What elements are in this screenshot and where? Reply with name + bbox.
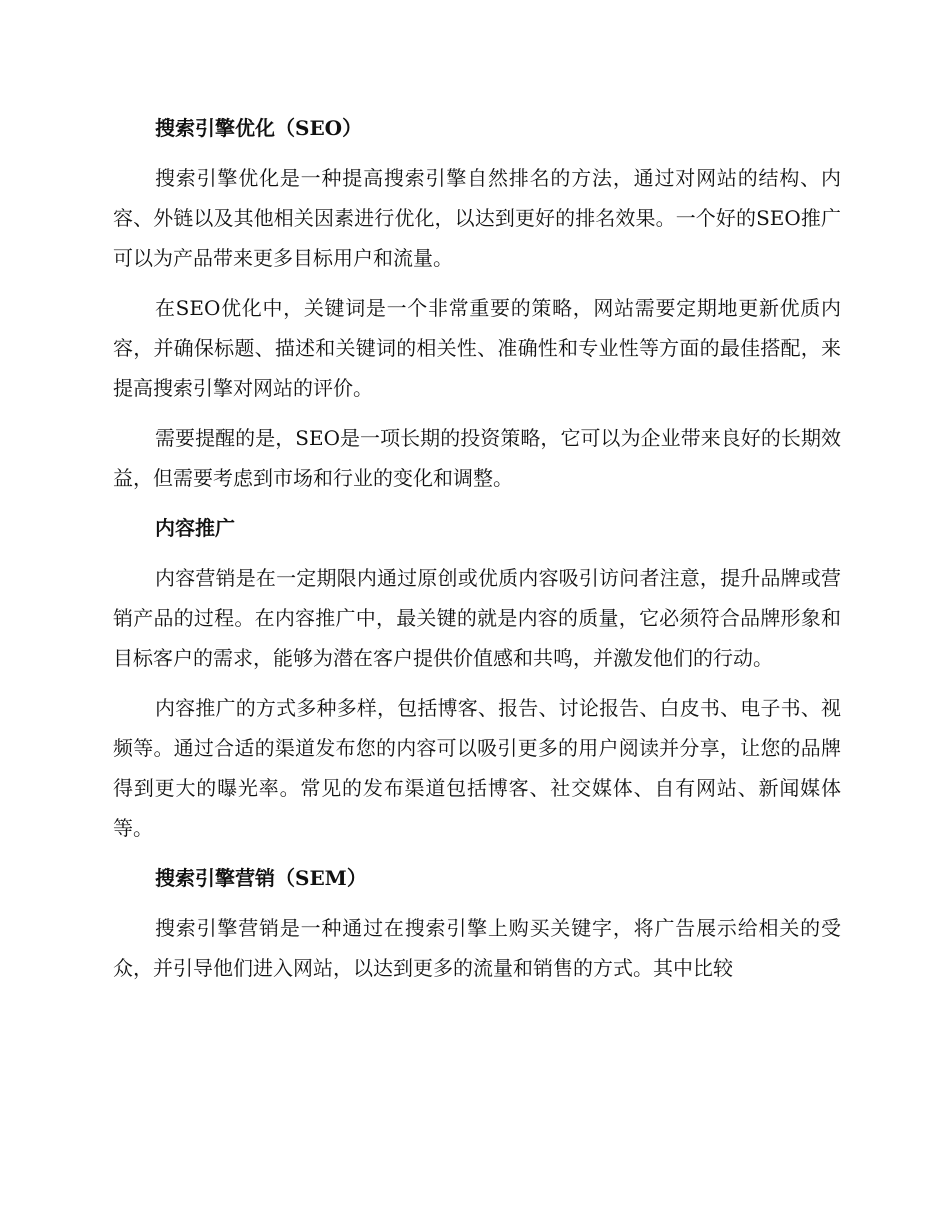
section-heading-sem: 搜索引擎营销（SEM） xyxy=(155,866,367,890)
seo-paragraph-1: 搜索引擎优化是一种提高搜索引擎自然排名的方法，通过对网站的结构、内容、外链以及其他相关因素进行优化，以达到更好的排名效果。一个好的SEO推广可以为产品带来更多目标用户和流量。 xyxy=(113,166,841,270)
seo-paragraph-3: 需要提醒的是，SEO是一项长期的投资策略，它可以为企业带来良好的长期效益，但需要考虑到市场和行业的变化和调整。 xyxy=(113,426,841,490)
section-heading-seo: 搜索引擎优化（SEO） xyxy=(155,116,363,140)
document-body xyxy=(113,108,841,998)
seo-paragraph-2: 在SEO优化中，关键词是一个非常重要的策略，网站需要定期地更新优质内容，并确保标题、描述和关键词的相关性、准确性和专业性等方面的最佳搭配，来提高搜索引擎对网站的评价。 xyxy=(113,296,841,400)
section-heading-content-promotion: 内容推广 xyxy=(155,516,235,540)
content-promotion-paragraph-1: 内容营销是在一定期限内通过原创或优质内容吸引访问者注意，提升品牌或营销产品的过程。在内容推广中，最关键的就是内容的质量，它必须符合品牌形象和目标客户的需求，能够为潜在客户提供价值感和共鸣，并激发他们的行动。 xyxy=(113,566,841,670)
content-promotion-paragraph-2: 内容推广的方式多种多样，包括博客、报告、讨论报告、白皮书、电子书、视频等。通过合适的渠道发布您的内容可以吸引更多的用户阅读并分享，让您的品牌得到更大的曝光率。常见的发布渠道包括博客、社交媒体、自有网站、新闻媒体等。 xyxy=(113,696,841,840)
sem-paragraph-1: 搜索引擎营销是一种通过在搜索引擎上购买关键字，将广告展示给相关的受众，并引导他们进入网站，以达到更多的流量和销售的方式。其中比较 xyxy=(113,916,841,980)
